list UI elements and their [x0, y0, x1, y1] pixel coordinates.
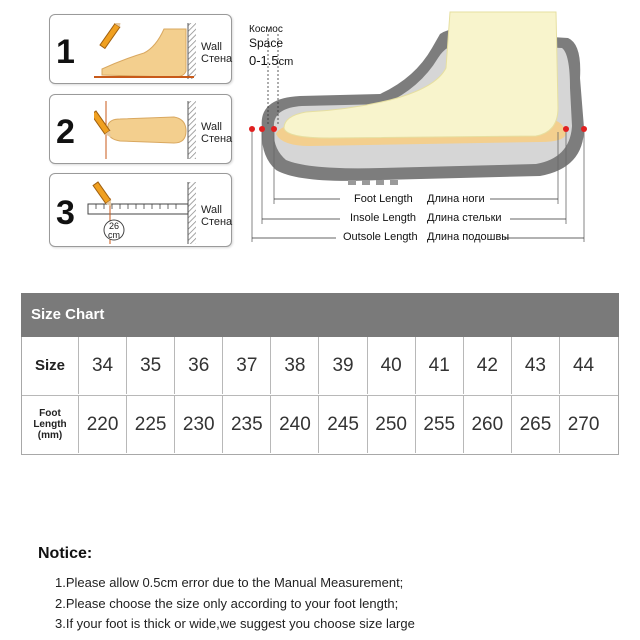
size-row-label: Size — [22, 337, 79, 394]
size-cell: 36 — [175, 337, 223, 394]
foot-length-cell: 250 — [368, 396, 416, 453]
space-value: 0-1.5cm — [249, 53, 294, 68]
wall-ru: Стена — [201, 133, 233, 145]
size-chart-body — [21, 337, 619, 455]
size-cell: 35 — [127, 337, 175, 394]
wall-ru: Стена — [201, 53, 233, 65]
insole-length-label-en: Insole Length — [350, 212, 417, 224]
wall-en: Wall — [201, 121, 222, 133]
insole-length-label-ru: Длина стельки — [427, 212, 502, 224]
foot-length-cell: 265 — [512, 396, 560, 453]
size-chart-title: Size Chart — [31, 306, 105, 323]
foot-length-cell: 220 — [79, 396, 127, 453]
foot-length-row — [22, 395, 618, 453]
foot-length-cell: 270 — [567, 413, 600, 435]
step-1-panel — [49, 14, 232, 84]
foot-side-illustration — [94, 23, 204, 79]
foot-front-marker — [271, 126, 277, 132]
step-1-number: 1 — [56, 33, 75, 71]
foot-length-cell: 225 — [127, 396, 175, 453]
outsole-length-label-en: Outsole Length — [343, 231, 418, 243]
insole-back-marker — [563, 126, 569, 132]
notice-line-1: 1.Please allow 0.5cm error due to the Manual Measurement; — [55, 575, 404, 590]
ruler-illustration — [86, 178, 204, 244]
foot-length-cell: 230 — [175, 396, 223, 453]
notice-line-3: 3.If your foot is thick or wide,we suggest you choose size large — [55, 616, 415, 631]
space-label-en: Space — [249, 36, 284, 50]
insole-front-marker — [259, 126, 265, 132]
notice-title: Notice: — [38, 545, 93, 562]
tread-nubs — [348, 180, 398, 185]
size-cell: 37 — [223, 337, 271, 394]
foot-length-label-en: Foot Length — [354, 193, 413, 205]
foot-length-cell: 235 — [223, 396, 271, 453]
wall-label — [201, 121, 232, 145]
foot-length-cell: 255 — [416, 396, 464, 453]
size-cell: 44 — [572, 354, 595, 376]
foot-top-illustration — [94, 101, 204, 159]
foot-length-cell: 240 — [271, 396, 319, 453]
foot-length-row-label: Foot Length (mm) — [22, 396, 79, 453]
size-cell: 42 — [464, 337, 512, 394]
shoe-diagram — [240, 8, 600, 246]
wall-label — [201, 41, 232, 65]
ruler-value: 26 cm — [108, 221, 120, 240]
size-cell: 43 — [512, 337, 560, 394]
wall-label — [201, 204, 232, 228]
size-chart-header — [21, 293, 619, 337]
foot-length-cell: 245 — [320, 396, 368, 453]
size-cell: 40 — [368, 337, 416, 394]
wall-ru: Стена — [201, 216, 233, 228]
outsole-front-marker — [249, 126, 255, 132]
wall-en: Wall — [201, 204, 222, 216]
outsole-length-label-ru: Длина подошвы — [427, 231, 510, 243]
size-chart-table — [21, 293, 619, 456]
wall-en: Wall — [201, 41, 222, 53]
notice-line-2: 2.Please choose the size only according to your foot length; — [55, 596, 399, 611]
size-cell: 41 — [416, 337, 464, 394]
step-3-panel — [49, 173, 232, 247]
size-row — [22, 337, 618, 394]
step-2-number: 2 — [56, 113, 75, 151]
size-cell: 34 — [79, 337, 127, 394]
space-label-ru: Космос — [249, 24, 283, 35]
step-3-number: 3 — [56, 194, 75, 232]
foot-length-cell: 260 — [464, 396, 512, 453]
foot-length-label-ru: Длина ноги — [427, 193, 485, 205]
size-cell: 39 — [320, 337, 368, 394]
outsole-back-marker — [581, 126, 587, 132]
step-2-panel — [49, 94, 232, 164]
size-cell: 38 — [271, 337, 319, 394]
